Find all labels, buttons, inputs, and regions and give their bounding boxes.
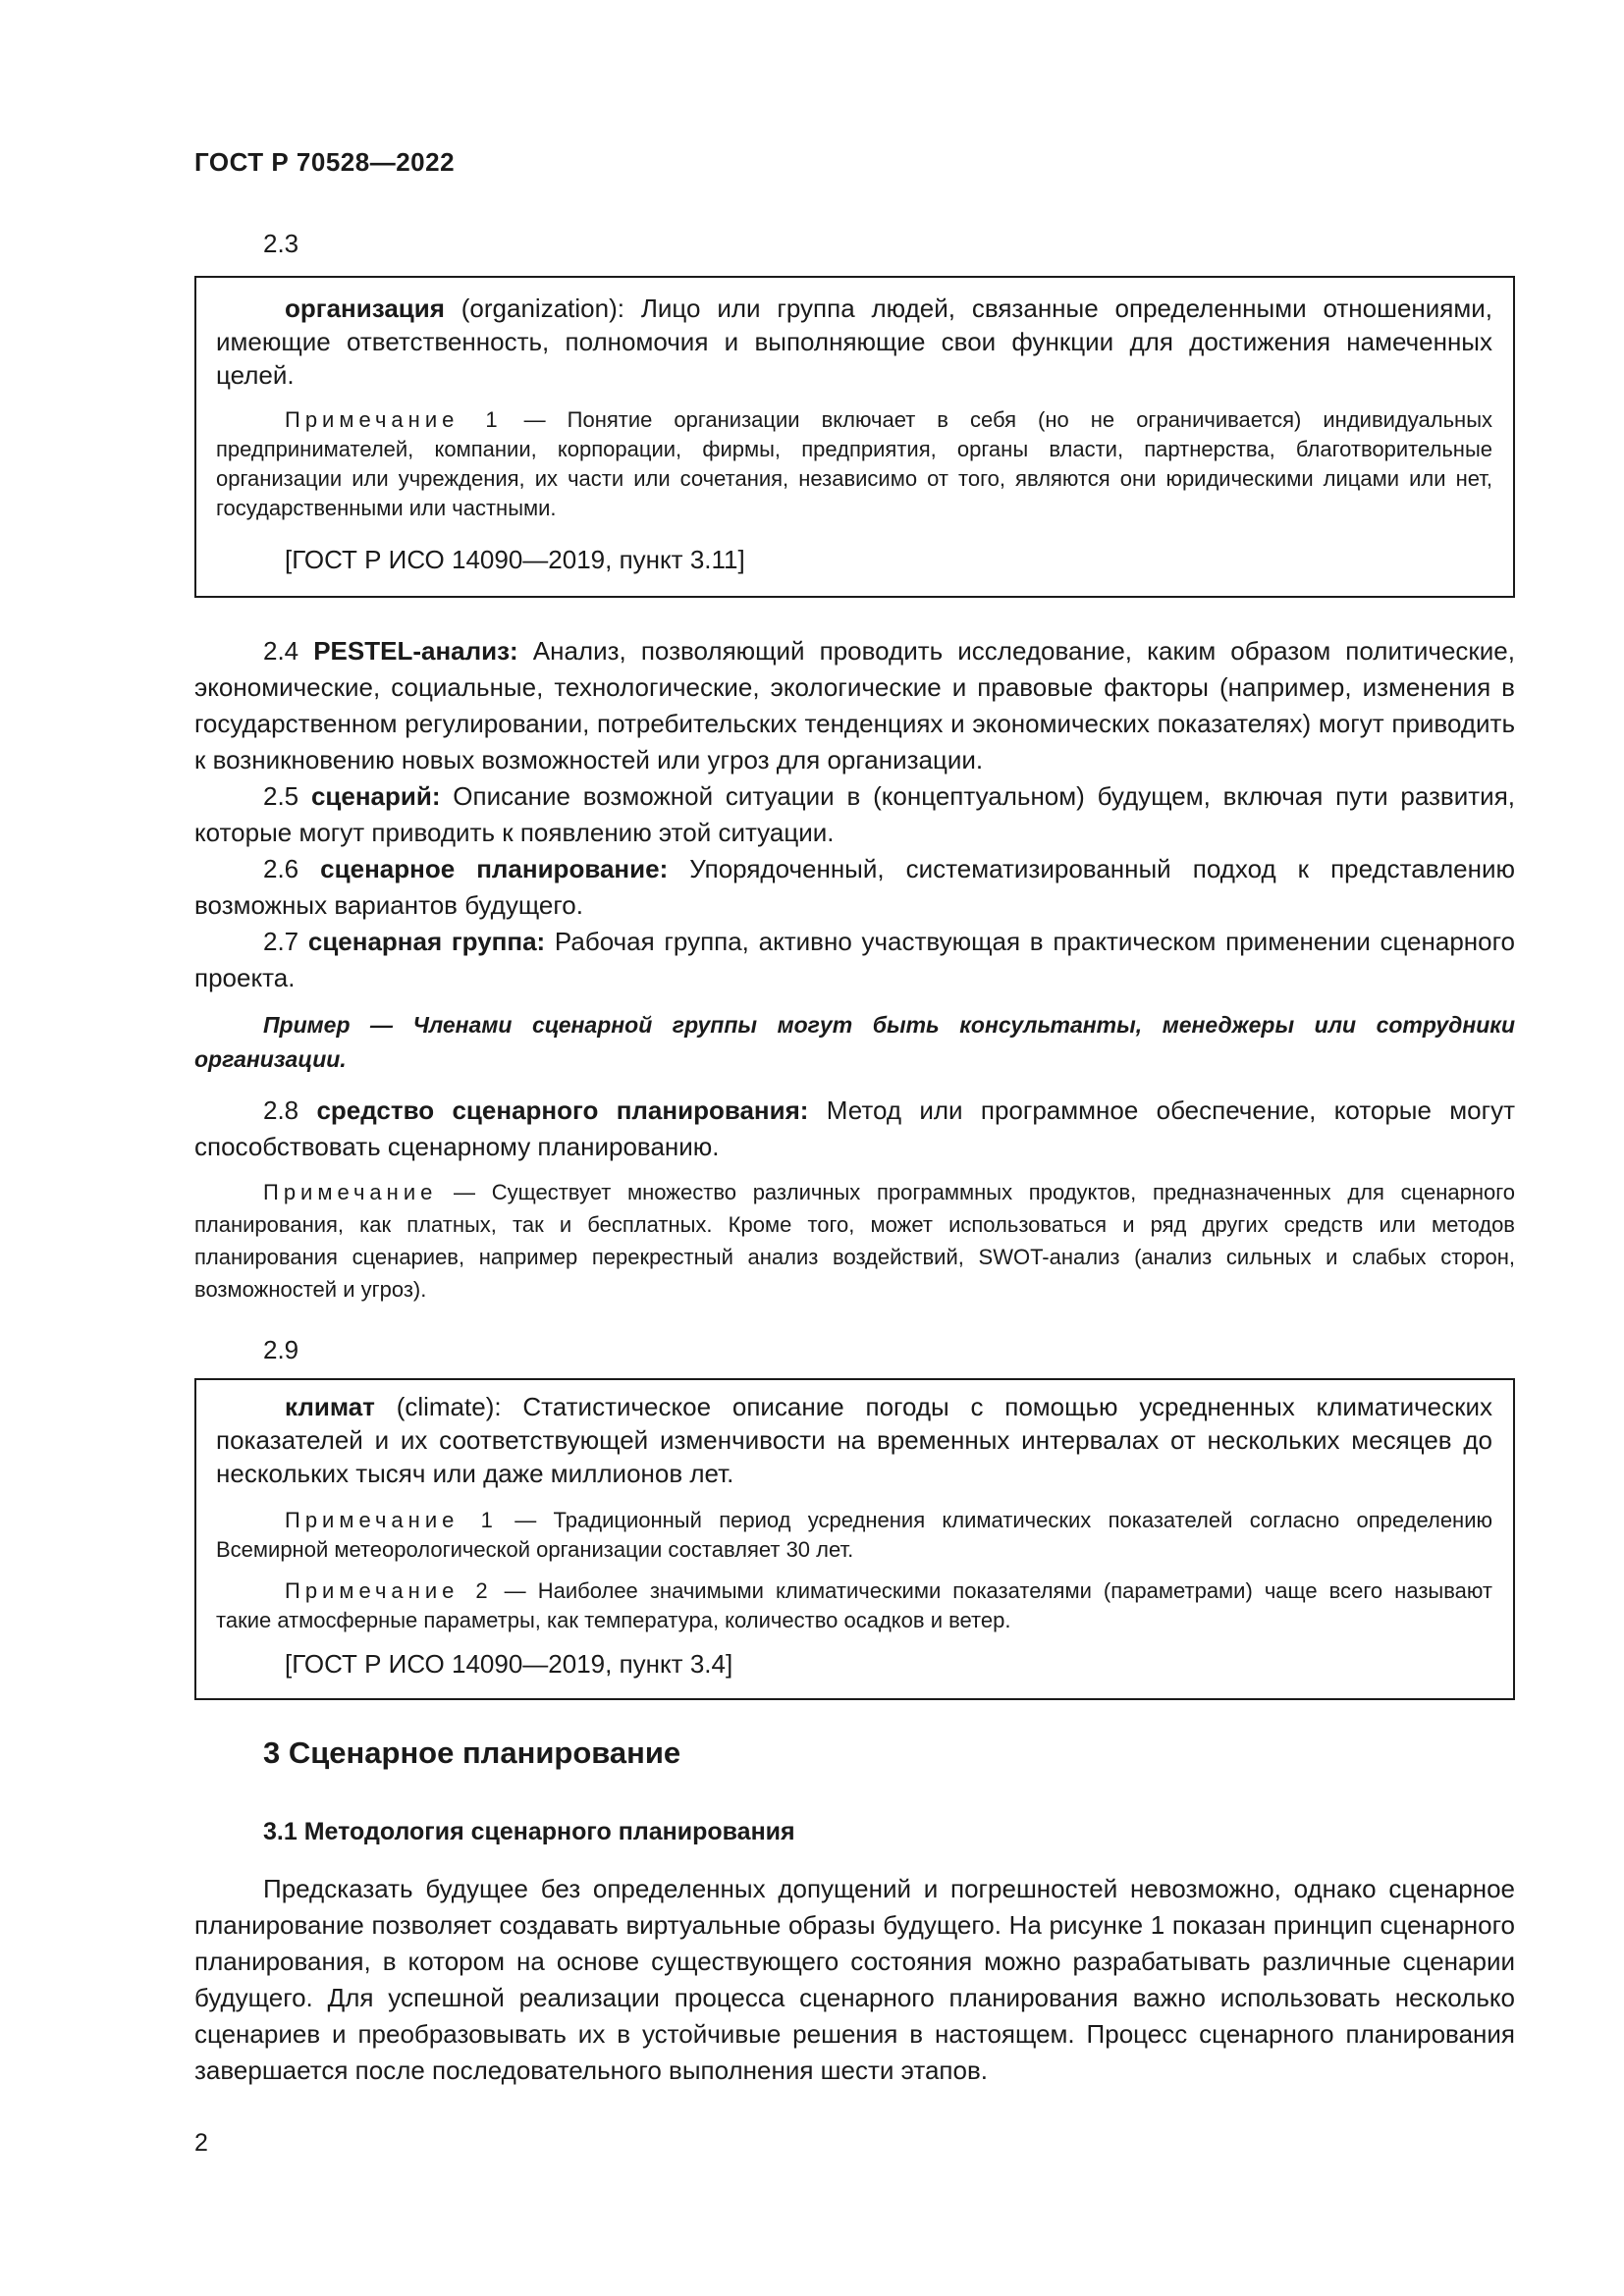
term-pestel: PESTEL-анализ: [313, 636, 518, 666]
entry-number: 2.8 [263, 1095, 317, 1125]
note-2-climate [216, 1576, 1492, 1635]
term-climate: климат [285, 1392, 375, 1421]
note-label: Примечание 2 [285, 1578, 493, 1603]
term-scenario-group: сценарная группа: [307, 927, 546, 956]
entry-2-7 [194, 924, 1515, 996]
entry-text: Упорядоченный, систематизированный подход к представлению возможных вариантов будущего. [194, 854, 1515, 920]
entry-2-4 [194, 633, 1515, 778]
definition-box-climate [194, 1378, 1515, 1700]
note-planning-tool [194, 1176, 1515, 1306]
term-scenario: сценарий: [310, 781, 441, 811]
entry-text: Метод или программное обеспечение, которые могут способствовать сценарному планированию. [194, 1095, 1515, 1161]
example-scenario-group: Пример — Членами сценарной группы могут быть консультанты, менеджеры или сотрудники организации. [194, 1012, 1515, 1072]
note-label: Примечание 1 [285, 1508, 498, 1532]
note-text: — Существует множество различных программных продуктов, предназначенных для сценарного планирования, как платных, так и бесплатных. Кроме того, может использоваться и ряд других средств или методов планирования сценариев, например перекрестный анализ воздействий, SWOT-анализ (анализ сильных и слабых сторон, возможностей и угроз). [194, 1180, 1515, 1302]
subsection-heading: 3.1 Методология сценарного планирования [263, 1818, 795, 1845]
definition-organization [216, 292, 1492, 392]
page-number: 2 [194, 2129, 208, 2157]
entry-2-5 [194, 778, 1515, 851]
entry-text: Описание возможной ситуации в (концептуальном) будущем, включая пути развития, которые могут приводить к появлению этой ситуации. [194, 781, 1516, 847]
entry-number-2-9: 2.9 [263, 1335, 299, 1364]
note-1-climate [216, 1506, 1492, 1565]
term-planning-tool: средство сценарного планирования: [316, 1095, 809, 1125]
note-label: Примечание [263, 1180, 438, 1204]
term-en: (climate): [374, 1392, 502, 1421]
term-scenario-planning: сценарное планирование: [320, 854, 669, 883]
source-reference: [ГОСТ Р ИСО 14090—2019, пункт 3.11] [285, 545, 745, 574]
definition-box-organization [194, 276, 1515, 598]
entry-text: Рабочая группа, активно участвующая в практическом применении сценарного проекта. [194, 927, 1515, 992]
source-reference: [ГОСТ Р ИСО 14090—2019, пункт 3.4] [285, 1649, 733, 1679]
definition-text: Статистическое описание погоды с помощью усредненных климатических показателей и их соответствующей изменчивости на временных интервалах от нескольких месяцев до нескольких тысяч или даже миллионов лет. [216, 1392, 1492, 1488]
note-text: — Понятие организации включает в себя (но не ограничивается) индивидуальных предпринимателей, компании, корпорации, фирмы, предприятия, органы власти, партнерства, благотворительные организации или учреждения, их части или сочетания, независимо от того, являются они юридическими лицами или нет, государственными или частными. [216, 407, 1493, 520]
entry-number: 2.7 [263, 927, 308, 956]
note-text: — Традиционный период усреднения климатических показателей согласно определению Всемирной метеорологической организации составляет 30 лет. [216, 1508, 1492, 1562]
entry-2-8 [194, 1093, 1515, 1165]
entry-number: 2.4 [263, 636, 314, 666]
standard-header: ГОСТ Р 70528—2022 [194, 147, 456, 177]
term-en: (organization): [444, 294, 624, 323]
term-organization: организация [285, 294, 445, 323]
note-organization [216, 405, 1492, 523]
entry-2-6 [194, 851, 1515, 924]
note-label: Примечание 1 [285, 407, 503, 432]
definition-text: Лицо или группа людей, связанные определенными отношениями, имеющие ответственность, полномочия и выполняющие свои функции для достижения намеченных целей. [216, 294, 1492, 390]
methodology-paragraph: Предсказать будущее без определенных допущений и погрешностей невозможно, однако сценарное планирование позволяет создавать виртуальные образы будущего. На рисунке 1 показан принцип сценарного планирования, в котором на основе существующего состояния можно разрабатывать различные сценарии будущего. Для успешной реализации процесса сценарного планирования важно использовать несколько сценариев и преобразовывать их в устойчивые решения в настоящем. Процесс сценарного планирования завершается после последовательного выполнения шести этапов. [194, 1874, 1515, 2085]
entry-number: 2.5 [263, 781, 311, 811]
entry-number: 2.6 [263, 854, 321, 883]
section-heading: 3 Сценарное планирование [263, 1735, 681, 1770]
definition-climate [216, 1390, 1492, 1490]
entry-number-2-3: 2.3 [263, 229, 299, 258]
note-text: — Наиболее значимыми климатическими показателями (параметрами) чаще всего называют такие атмосферные параметры, как температура, количество осадков и ветер. [216, 1578, 1492, 1632]
entry-text: Анализ, позволяющий проводить исследование, каким образом политические, экономические, социальные, технологические, экологические и правовые факторы (например, изменения в государственном регулировании, потребительских тенденциях и экономических показателях) могут приводить к возникновению новых возможностей или угроз для организации. [194, 636, 1515, 774]
